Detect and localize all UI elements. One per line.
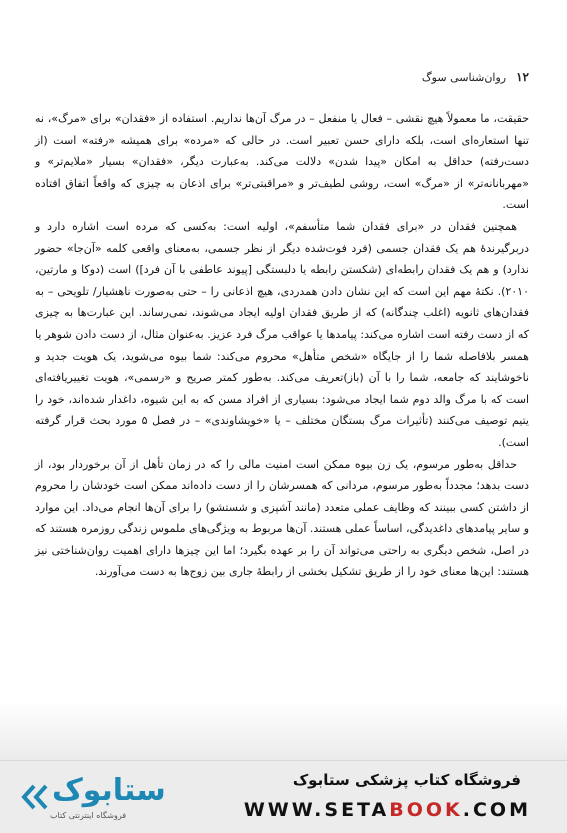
store-url-link[interactable] <box>244 799 531 821</box>
running-title: روان‌شناسی سوگ <box>421 71 507 84</box>
running-head <box>60 70 529 84</box>
store-footer <box>0 760 567 833</box>
logo-tagline: فروشگاه اینترنتی کتاب <box>50 811 127 820</box>
paragraph-2: همچنین فقدان در «برای فقدان شما متأسفم»، اولیه است: به‌کسی که مرده است اشاره دارد و دربرگیرندهٔ هم یک فقدان جسمی (فرد فوت‌شده دیگر از نظر جسمی، به‌معنای واقعی کلمه «آن‌جا» حضور ندارد) و هم یک فقدان رابطه‌ای (شکستن رابطه یا دلبستگی [پیوند عاطفی با آن فرد]) است (دوکا و مارتین، ۲۰۱۰). نکتهٔ مهم این است که این نشان دادن همدردی، هیچ اذعانی را – حتی به‌صورت ناهشیار/ تلویحی – به فقدان‌های ثانویه (اغلب چندگانه) که از طریق فقدان اولیه ایجاد می‌شوند، نمی‌رساند. این عبارت‌ها به چیزی که از دست رفته است اشاره می‌کند: پیامدها یا عواقب مرگ فرد عزیز. به‌عنوان مثال، از دست دادن شوهر یا همسر بلافاصله شما را از جایگاه «شخص متأهل» محروم می‌کند: شما بیوه می‌شوید، یک هویت جدید و ناخوشایند که جامعه، شما را با آن (باز)تعریف می‌کند. به‌طور کمتر صریح و «رسمی»، هویت تغییریافته‌ای است که با مرگ والد دوم شما ایجاد می‌شود: بسیاری از افراد مسن که به این شیوه، داغدار شده‌اند، خود را یتیم توصیف می‌کنند (تأثیرات مرگ بستگان مختلف – یا «خویشاوندی» – در فصل ۵ مورد بحث قرار گرفته است). <box>35 219 529 449</box>
store-logo[interactable] <box>20 773 170 825</box>
url-suffix: .COM <box>462 799 531 821</box>
bottom-fade <box>0 700 567 762</box>
store-name: فروشگاه کتاب پزشکی ستابوک <box>292 771 521 789</box>
logo-word: ستابوک <box>52 773 166 808</box>
paragraph-1: حقیقت، ما معمولاً هیچ نقشی – فعال یا منفعل – در مرگ آن‌ها نداریم. استفاده از «فقدان» برای «مرگ»، نه تنها استعاره‌ای است، بلکه دارای حسن تعبیر است. در حالی که «مرده» برای همیشه «رفته» است (از دست‌رفته) حداقل به امکان «پیدا شدن» دلالت می‌کند. به‌عبارت دیگر، «فقدان» بسیار «ملایم‌تر» و «مهربانانه‌تر» از «مرگ» است، روشی لطیف‌تر و «مراقبتی‌تر» برای اذعان به چیزی که واقعاً اتفاق افتاده است. <box>35 112 529 212</box>
url-highlight: BOOK <box>389 799 463 821</box>
url-prefix: WWW.SETA <box>243 799 390 821</box>
body-text <box>35 108 529 583</box>
page-number: ۱۲ <box>516 70 529 84</box>
chevrons-icon <box>20 783 50 811</box>
paragraph-3: حداقل به‌طور مرسوم، یک زن بیوه ممکن است امنیت مالی را که در زمان تأهل از آن برخوردار بود، از دست بدهد؛ مجدداً به‌طور مرسوم، مردانی که همسرشان را از دست داده‌اند ممکن است خودشان را محروم از داشتن کسی ببینند که وظایف عملی متعدد (مانند آشپزی و شستشو) را برای آن‌ها انجام می‌داد. این موارد و سایر پیامدهای داغدیدگی، اساساً عملی هستند. آن‌ها مربوط به ویژگی‌های ملموس زندگی روزمره هستند که در اصل، شخص دیگری به راحتی می‌تواند آن را بر عهده بگیرد؛ اما این چیزها دارای اهمیت روان‌شناختی نیز هستند: این‌ها معنای خود را از طریق تشکیل بخشی از رابطهٔ جاری بین زوج‌ها به دست می‌آورند. <box>35 457 529 579</box>
